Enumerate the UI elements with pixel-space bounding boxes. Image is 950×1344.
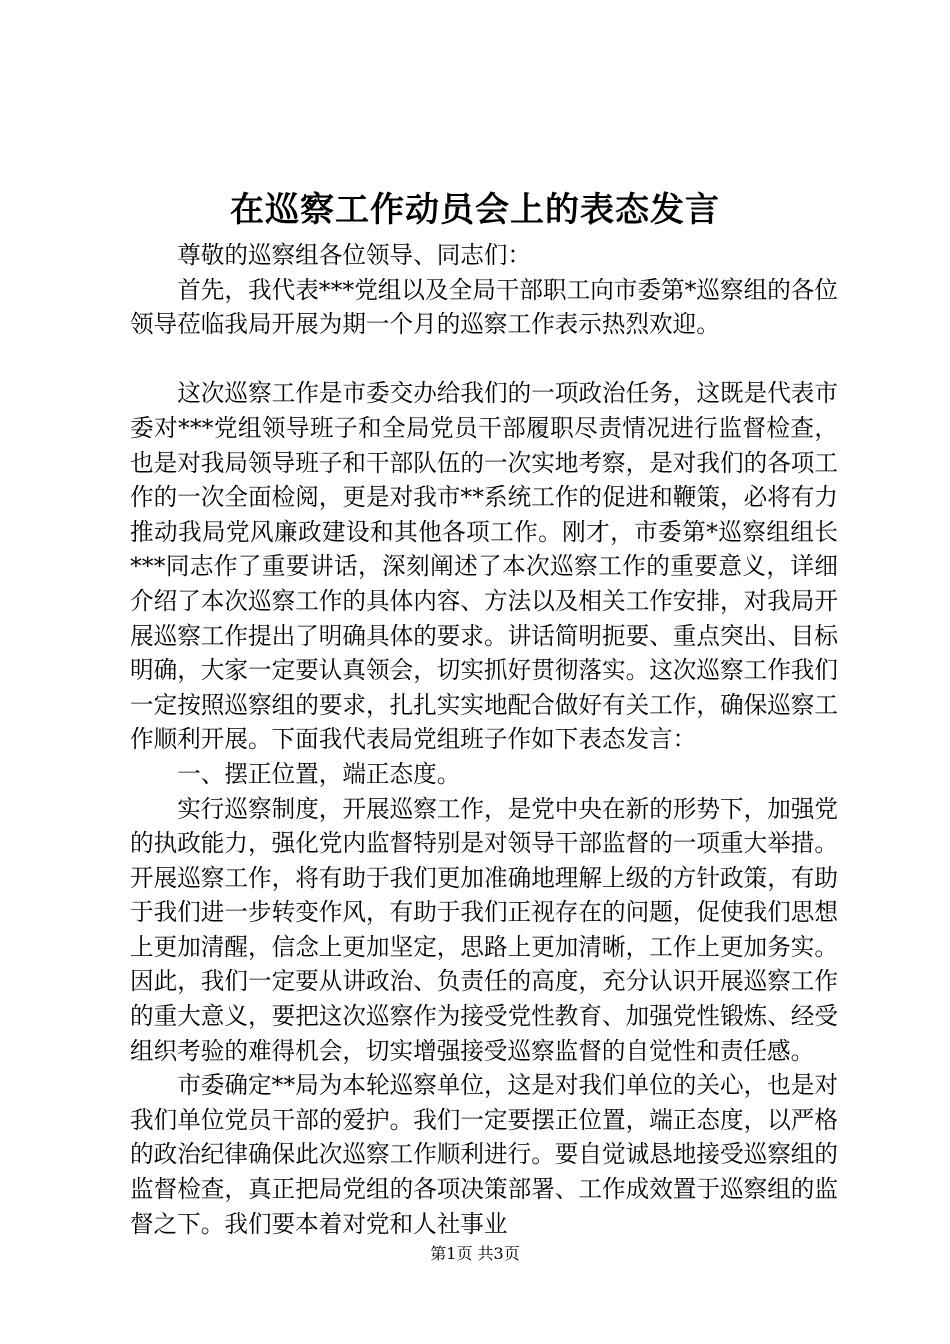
document-body xyxy=(130,238,838,1241)
section-heading-one: 一、摆正位置，端正态度。 xyxy=(177,759,461,788)
paragraph-attitude: 市委确定**局为本轮巡察单位，这是对我们单位的关心，也是对我们单位党员干部的爱护。我们一定要摆正位置，端正态度，以严格的政治纪律确保此次巡察工作顺利进行。要自觉诚恳地接受巡察组的监督检查，真正把局党组的各项决策部署、工作成效置于巡察组的监督之下。我们要本着对党和人社事业 xyxy=(130,1071,838,1238)
paragraph-salutation: 尊敬的巡察组各位领导、同志们： xyxy=(177,241,532,269)
paragraph-welcome: 首先，我代表***党组以及全局干部职工向市委第*巡察组的各位领导莅临我局开展为期一个月的巡察工作表示热烈欢迎。 xyxy=(130,275,838,339)
paragraph-task: 这次巡察工作是市委交办给我们的一项政治任务，这既是代表市委对***党组领导班子和全局党员干部履职尽责情况进行监督检查，也是对我局领导班子和干部队伍的一次实地考察，是对我们的各项工作的一次全面检阅，更是对我市**系统工作的促进和鞭策，必将有力推动我局党风廉政建设和其他各项工作。刚才，市委第*巡察组组长***同志作了重要讲话，深刻阐述了本次巡察工作的重要意义，详细介绍了本次巡察工作的具体内容、方法以及相关工作安排，对我局开展巡察工作提出了明确具体的要求。讲话简明扼要、重点突出、目标明确，大家一定要认真领会，切实抓好贯彻落实。这次巡察工作我们一定按照巡察组的要求，扎扎实实地配合做好有关工作，确保巡察工作顺利开展。下面我代表局党组班子作如下表态发言： xyxy=(130,379,838,754)
page-footer: 第1页 共3页 xyxy=(430,1244,520,1263)
paragraph-significance: 实行巡察制度，开展巡察工作，是党中央在新的形势下，加强党的执政能力，强化党内监督特别是对领导干部监督的一项重大举措。开展巡察工作，将有助于我们更加准确地理解上级的方针政策，有助于我们进一步转变作风，有助于我们正视存在的问题，促使我们思想上更加清醒，信念上更加坚定，思路上更加清晰，工作上更加务实。因此，我们一定要从讲政治、负责任的高度，充分认识开展巡察工作的重大意义，要把这次巡察作为接受党性教育、加强党性锻炼、经受组织考验的难得机会，切实增强接受巡察监督的自觉性和责任感。 xyxy=(130,794,838,1065)
document-title: 在巡察工作动员会上的表态发言 xyxy=(230,190,720,230)
